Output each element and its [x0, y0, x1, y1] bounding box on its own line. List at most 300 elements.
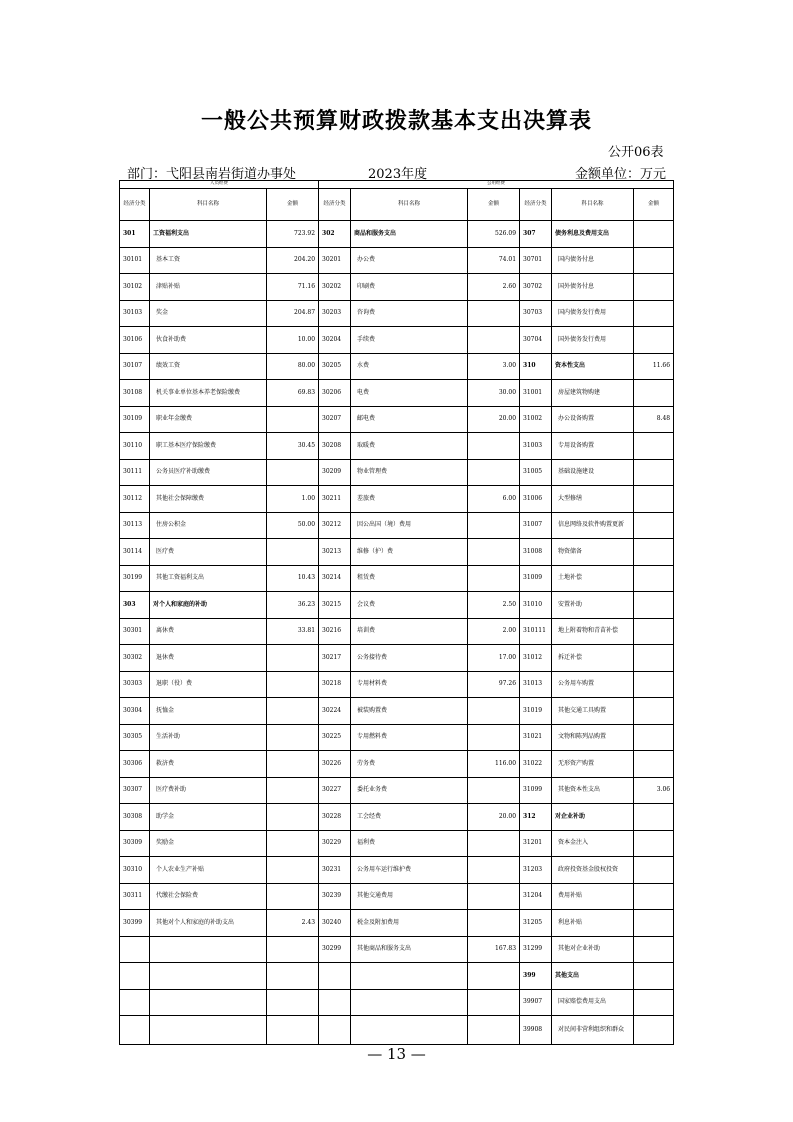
- cell-code: 31003: [520, 433, 552, 460]
- col-name: 科目名称: [552, 189, 634, 221]
- table-row: [120, 645, 674, 672]
- cell-code: 30213: [319, 539, 351, 566]
- cell-name: 住房公积金: [150, 512, 267, 539]
- cell-name: 国内债务发行费用: [552, 300, 634, 327]
- cell-amount: 2.50: [468, 592, 520, 619]
- expenditure-table: [119, 180, 674, 1045]
- table-row: [120, 592, 674, 619]
- col-amount: 金额: [267, 189, 319, 221]
- cell-code: 31010: [520, 592, 552, 619]
- cell-name: [150, 989, 267, 1016]
- cell-code: 30109: [120, 406, 150, 433]
- cell-amount: [634, 433, 674, 460]
- cell-amount: [468, 883, 520, 910]
- cell-amount: 526.09: [468, 221, 520, 248]
- cell-amount: [267, 777, 319, 804]
- cell-code: 30304: [120, 698, 150, 725]
- table-row: [120, 698, 674, 725]
- cell-amount: [634, 247, 674, 274]
- cell-amount: [634, 804, 674, 831]
- table-row: [120, 327, 674, 354]
- cell-amount: [267, 645, 319, 672]
- cell-name: 印刷费: [351, 274, 468, 301]
- cell-code: [120, 963, 150, 990]
- amount-unit: 金额单位：万元: [575, 167, 667, 182]
- cell-name: 利息补贴: [552, 910, 634, 937]
- cell-name: 退休费: [150, 645, 267, 672]
- cell-code: 31205: [520, 910, 552, 937]
- table-row: [120, 539, 674, 566]
- cell-code: 30209: [319, 459, 351, 486]
- cell-code: 30224: [319, 698, 351, 725]
- cell-name: 被装购置费: [351, 698, 468, 725]
- cell-name: 其他对个人和家庭的补助支出: [150, 910, 267, 937]
- cell-amount: [267, 830, 319, 857]
- cell-code: 31019: [520, 698, 552, 725]
- cell-amount: [634, 512, 674, 539]
- cell-name: 其他商品和服务支出: [351, 936, 468, 963]
- cell-amount: 69.83: [267, 380, 319, 407]
- cell-code: 30231: [319, 857, 351, 884]
- cell-amount: [634, 963, 674, 990]
- table-row: [120, 830, 674, 857]
- table-row: [120, 353, 674, 380]
- cell-amount: 71.16: [267, 274, 319, 301]
- cell-code: 39907: [520, 989, 552, 1016]
- cell-amount: [468, 512, 520, 539]
- cell-code: 30702: [520, 274, 552, 301]
- cell-amount: [634, 645, 674, 672]
- cell-name: 其他资本性支出: [552, 777, 634, 804]
- cell-amount: [634, 671, 674, 698]
- table-row: [120, 883, 674, 910]
- cell-name: 退职（役）费: [150, 671, 267, 698]
- table-row: [120, 247, 674, 274]
- cell-name: 其他工资福利支出: [150, 565, 267, 592]
- cell-code: 30216: [319, 618, 351, 645]
- cell-name: 代缴社会保险费: [150, 883, 267, 910]
- cell-code: 31005: [520, 459, 552, 486]
- cell-name: 绩效工资: [150, 353, 267, 380]
- cell-name: 取暖费: [351, 433, 468, 460]
- cell-amount: 11.66: [634, 353, 674, 380]
- cell-name: [351, 963, 468, 990]
- cell-name: 助学金: [150, 804, 267, 831]
- cell-name: 对个人和家庭的补助: [150, 592, 267, 619]
- cell-code: 30218: [319, 671, 351, 698]
- cell-code: 31201: [520, 830, 552, 857]
- table-row: [120, 221, 674, 248]
- cell-code: 31008: [520, 539, 552, 566]
- cell-amount: [634, 724, 674, 751]
- cell-code: [319, 1016, 351, 1045]
- cell-code: 301: [120, 221, 150, 248]
- page-title: 一般公共预算财政拨款基本支出决算表: [200, 109, 592, 134]
- cell-code: 31006: [520, 486, 552, 513]
- cell-name: 其他交通工具购置: [552, 698, 634, 725]
- cell-code: [319, 963, 351, 990]
- table-row: [120, 618, 674, 645]
- cell-name: 安置补助: [552, 592, 634, 619]
- cell-code: 30207: [319, 406, 351, 433]
- table-row: [120, 274, 674, 301]
- cell-code: 310: [520, 353, 552, 380]
- table-row: [120, 459, 674, 486]
- cell-code: 30206: [319, 380, 351, 407]
- cell-name: 救济费: [150, 751, 267, 778]
- cell-amount: [267, 724, 319, 751]
- cell-amount: [468, 698, 520, 725]
- cell-code: 30306: [120, 751, 150, 778]
- cell-amount: [634, 698, 674, 725]
- cell-name: 资本金注入: [552, 830, 634, 857]
- cell-amount: 2.60: [468, 274, 520, 301]
- group-public: 公用经费: [319, 181, 674, 189]
- cell-amount: 2.00: [468, 618, 520, 645]
- cell-name: 专用燃料费: [351, 724, 468, 751]
- cell-amount: [634, 592, 674, 619]
- cell-amount: [267, 406, 319, 433]
- cell-name: 公务用车运行维护费: [351, 857, 468, 884]
- group-header-row: [120, 181, 674, 189]
- cell-amount: 10.00: [267, 327, 319, 354]
- cell-name: 生活补助: [150, 724, 267, 751]
- cell-amount: [468, 724, 520, 751]
- cell-name: 费用补贴: [552, 883, 634, 910]
- cell-code: 30204: [319, 327, 351, 354]
- cell-amount: 6.00: [468, 486, 520, 513]
- cell-code: 31001: [520, 380, 552, 407]
- cell-code: 30111: [120, 459, 150, 486]
- cell-amount: [634, 327, 674, 354]
- cell-code: 30108: [120, 380, 150, 407]
- cell-name: 文物和陈列品购置: [552, 724, 634, 751]
- cell-name: 工会经费: [351, 804, 468, 831]
- cell-name: 会议费: [351, 592, 468, 619]
- cell-code: 31099: [520, 777, 552, 804]
- cell-code: 31021: [520, 724, 552, 751]
- col-code: 经济分类: [120, 189, 150, 221]
- cell-name: 其他社会保障缴费: [150, 486, 267, 513]
- cell-code: [319, 989, 351, 1016]
- cell-code: 30303: [120, 671, 150, 698]
- cell-code: 30199: [120, 565, 150, 592]
- cell-amount: [267, 751, 319, 778]
- table-row: [120, 910, 674, 937]
- cell-code: 30229: [319, 830, 351, 857]
- cell-name: 其他交通费用: [351, 883, 468, 910]
- cell-name: 其他对企业补助: [552, 936, 634, 963]
- cell-name: 公务员医疗补助缴费: [150, 459, 267, 486]
- cell-amount: 74.01: [468, 247, 520, 274]
- cell-code: 30113: [120, 512, 150, 539]
- cell-code: 302: [319, 221, 351, 248]
- cell-name: 培训费: [351, 618, 468, 645]
- cell-amount: [634, 565, 674, 592]
- cell-amount: [468, 963, 520, 990]
- cell-code: 30201: [319, 247, 351, 274]
- cell-amount: [634, 221, 674, 248]
- cell-code: [120, 989, 150, 1016]
- table-row: [120, 486, 674, 513]
- cell-name: 基础设施建设: [552, 459, 634, 486]
- cell-code: 30107: [120, 353, 150, 380]
- cell-amount: [468, 830, 520, 857]
- cell-amount: [634, 883, 674, 910]
- cell-code: 30310: [120, 857, 150, 884]
- cell-amount: [267, 804, 319, 831]
- cell-name: 政府投资基金股权投资: [552, 857, 634, 884]
- table-row: [120, 406, 674, 433]
- cell-amount: [267, 989, 319, 1016]
- cell-code: 30217: [319, 645, 351, 672]
- cell-amount: [468, 857, 520, 884]
- cell-amount: [634, 857, 674, 884]
- cell-amount: [468, 777, 520, 804]
- cell-amount: 80.00: [267, 353, 319, 380]
- cell-amount: [468, 989, 520, 1016]
- cell-code: 30226: [319, 751, 351, 778]
- cell-code: 30102: [120, 274, 150, 301]
- cell-amount: 167.83: [468, 936, 520, 963]
- cell-name: 信息网络及软件购置更新: [552, 512, 634, 539]
- table-row: [120, 804, 674, 831]
- cell-amount: [634, 989, 674, 1016]
- department-label: 部门：弋阳县南岩街道办事处: [127, 167, 297, 182]
- cell-name: 邮电费: [351, 406, 468, 433]
- cell-code: 31012: [520, 645, 552, 672]
- cell-code: 30215: [319, 592, 351, 619]
- cell-name: 物资储备: [552, 539, 634, 566]
- cell-name: 专用材料费: [351, 671, 468, 698]
- cell-name: 国内债务付息: [552, 247, 634, 274]
- table-row: [120, 963, 674, 990]
- table-row: [120, 671, 674, 698]
- cell-amount: [267, 671, 319, 698]
- cell-amount: [468, 539, 520, 566]
- cell-code: 30212: [319, 512, 351, 539]
- cell-name: 离休费: [150, 618, 267, 645]
- cell-code: 30704: [520, 327, 552, 354]
- cell-amount: 30.00: [468, 380, 520, 407]
- cell-code: 30299: [319, 936, 351, 963]
- cell-code: 31002: [520, 406, 552, 433]
- cell-name: 职业年金缴费: [150, 406, 267, 433]
- cell-code: 30301: [120, 618, 150, 645]
- cell-amount: [468, 910, 520, 937]
- form-number: 公开06表: [608, 145, 664, 160]
- cell-name: 资本性支出: [552, 353, 634, 380]
- cell-code: 39908: [520, 1016, 552, 1045]
- cell-amount: [634, 830, 674, 857]
- cell-code: 30114: [120, 539, 150, 566]
- cell-code: 30106: [120, 327, 150, 354]
- cell-name: [150, 936, 267, 963]
- cell-code: 30208: [319, 433, 351, 460]
- cell-name: [150, 963, 267, 990]
- cell-name: 拆迁补偿: [552, 645, 634, 672]
- cell-amount: [468, 300, 520, 327]
- cell-name: 个人农业生产补贴: [150, 857, 267, 884]
- cell-name: 债务利息及费用支出: [552, 221, 634, 248]
- cell-code: 312: [520, 804, 552, 831]
- cell-name: 津贴补贴: [150, 274, 267, 301]
- col-amount: 金额: [634, 189, 674, 221]
- cell-name: 办公设备购置: [552, 406, 634, 433]
- table-row: [120, 857, 674, 884]
- cell-code: 399: [520, 963, 552, 990]
- cell-code: [120, 1016, 150, 1045]
- cell-name: 专用设备购置: [552, 433, 634, 460]
- cell-amount: [634, 486, 674, 513]
- fiscal-year: 2023年度: [368, 167, 428, 182]
- cell-name: 奖励金: [150, 830, 267, 857]
- table-row: [120, 433, 674, 460]
- cell-name: 工资福利支出: [150, 221, 267, 248]
- cell-amount: [468, 1016, 520, 1045]
- cell-amount: 50.00: [267, 512, 319, 539]
- cell-name: 办公费: [351, 247, 468, 274]
- cell-amount: 10.43: [267, 565, 319, 592]
- cell-code: 303: [120, 592, 150, 619]
- cell-code: 31009: [520, 565, 552, 592]
- cell-name: 职工基本医疗保险缴费: [150, 433, 267, 460]
- cell-name: 对企业补助: [552, 804, 634, 831]
- cell-amount: [267, 698, 319, 725]
- col-name: 科目名称: [150, 189, 267, 221]
- cell-amount: [267, 1016, 319, 1045]
- cell-code: 307: [520, 221, 552, 248]
- cell-amount: 30.45: [267, 433, 319, 460]
- cell-code: 310111: [520, 618, 552, 645]
- cell-name: 租赁费: [351, 565, 468, 592]
- cell-name: 差旅费: [351, 486, 468, 513]
- cell-code: 30225: [319, 724, 351, 751]
- cell-code: 30311: [120, 883, 150, 910]
- cell-name: 国外债务发行费用: [552, 327, 634, 354]
- cell-code: 30302: [120, 645, 150, 672]
- cell-name: 水费: [351, 353, 468, 380]
- cell-code: 30211: [319, 486, 351, 513]
- col-name: 科目名称: [351, 189, 468, 221]
- table-row: [120, 989, 674, 1016]
- cell-name: 地上附着物和青苗补偿: [552, 618, 634, 645]
- cell-name: 奖金: [150, 300, 267, 327]
- table-row: [120, 724, 674, 751]
- cell-code: 30227: [319, 777, 351, 804]
- cell-code: 30101: [120, 247, 150, 274]
- cell-name: 医疗费补助: [150, 777, 267, 804]
- cell-amount: 97.26: [468, 671, 520, 698]
- cell-code: 31204: [520, 883, 552, 910]
- cell-amount: [634, 751, 674, 778]
- cell-code: 31203: [520, 857, 552, 884]
- cell-amount: [634, 936, 674, 963]
- cell-name: 委托业务费: [351, 777, 468, 804]
- cell-code: 30214: [319, 565, 351, 592]
- cell-code: 31022: [520, 751, 552, 778]
- cell-code: 30112: [120, 486, 150, 513]
- cell-name: 房屋建筑物购建: [552, 380, 634, 407]
- group-personnel: 人员经费: [120, 181, 319, 189]
- table-row: [120, 565, 674, 592]
- cell-name: [351, 989, 468, 1016]
- cell-amount: 723.92: [267, 221, 319, 248]
- cell-amount: 204.87: [267, 300, 319, 327]
- cell-name: 伙食补助费: [150, 327, 267, 354]
- cell-name: 劳务费: [351, 751, 468, 778]
- cell-amount: [267, 883, 319, 910]
- table-row: [120, 380, 674, 407]
- cell-name: 维修（护）费: [351, 539, 468, 566]
- cell-name: 商品和服务支出: [351, 221, 468, 248]
- cell-amount: 204.20: [267, 247, 319, 274]
- cell-code: 31299: [520, 936, 552, 963]
- cell-amount: 116.00: [468, 751, 520, 778]
- cell-amount: 33.81: [267, 618, 319, 645]
- cell-name: 抚恤金: [150, 698, 267, 725]
- table-row: [120, 1016, 674, 1045]
- cell-name: 土地补偿: [552, 565, 634, 592]
- cell-amount: [468, 459, 520, 486]
- cell-amount: 2.43: [267, 910, 319, 937]
- cell-code: 30399: [120, 910, 150, 937]
- cell-name: 大型修缮: [552, 486, 634, 513]
- col-code: 经济分类: [319, 189, 351, 221]
- cell-name: 对民间非营利组织和群众: [552, 1016, 634, 1045]
- cell-code: 31013: [520, 671, 552, 698]
- cell-code: 30110: [120, 433, 150, 460]
- cell-code: 30307: [120, 777, 150, 804]
- cell-code: 30103: [120, 300, 150, 327]
- cell-amount: 3.00: [468, 353, 520, 380]
- table-row: [120, 512, 674, 539]
- table-row: [120, 777, 674, 804]
- cell-name: 因公出国（境）费用: [351, 512, 468, 539]
- cell-amount: 17.00: [468, 645, 520, 672]
- cell-name: 国家赔偿费用支出: [552, 989, 634, 1016]
- cell-amount: [634, 274, 674, 301]
- cell-code: [120, 936, 150, 963]
- page-number: — 13 —: [367, 1045, 426, 1063]
- cell-code: 30202: [319, 274, 351, 301]
- table-row: [120, 300, 674, 327]
- cell-amount: 20.00: [468, 804, 520, 831]
- cell-amount: [634, 910, 674, 937]
- cell-amount: [634, 300, 674, 327]
- column-header-row: [120, 189, 674, 221]
- cell-amount: [267, 857, 319, 884]
- cell-amount: [267, 963, 319, 990]
- cell-code: 30228: [319, 804, 351, 831]
- cell-amount: [634, 539, 674, 566]
- col-amount: 金额: [468, 189, 520, 221]
- cell-amount: [468, 565, 520, 592]
- cell-name: 其他支出: [552, 963, 634, 990]
- table-row: [120, 936, 674, 963]
- cell-amount: 8.48: [634, 406, 674, 433]
- cell-code: 30203: [319, 300, 351, 327]
- cell-amount: 3.06: [634, 777, 674, 804]
- cell-code: 30205: [319, 353, 351, 380]
- cell-amount: [468, 433, 520, 460]
- cell-amount: 1.00: [267, 486, 319, 513]
- cell-name: 基本工资: [150, 247, 267, 274]
- cell-name: 福利费: [351, 830, 468, 857]
- col-code: 经济分类: [520, 189, 552, 221]
- cell-name: [351, 1016, 468, 1045]
- cell-amount: [267, 539, 319, 566]
